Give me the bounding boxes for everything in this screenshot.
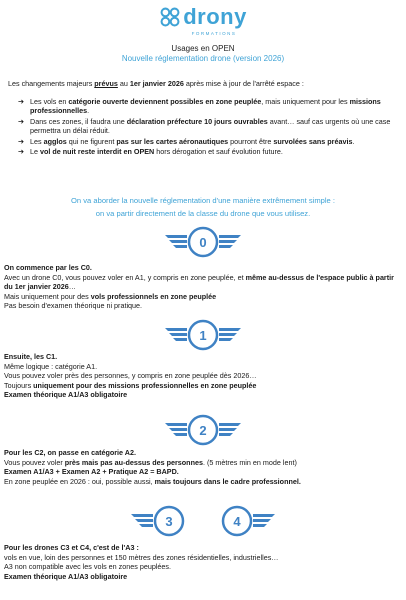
section-heading: On commence par les C0. [4,263,92,272]
approach-line: On va aborder la nouvelle réglementation d'une manière extrêmement simple : [71,196,335,205]
class-badge-c1 [163,319,243,351]
page-subtitle: Nouvelle réglementation drone (version 2026) [121,54,285,63]
intro-emphasis: prévus [94,79,118,88]
approach-intro [0,194,406,220]
section-line: Toujours uniquement pour des missions professionnelles en zone peuplée [4,380,257,390]
class-badge-c0 [163,226,243,258]
logo-text: drony [183,4,247,29]
right-wing-badge-icon [203,505,277,537]
section-line: vols en vue, loin des personnes et 150 mètres des zones résidentielles, industrielles… [4,552,279,562]
section-c3-c4 [4,543,402,581]
section-line: Vous pouvez voler près mais pas au-dessus des personnes. (5 mètres min en mode lent) [4,457,297,467]
page-title: Usages en OPEN [171,44,235,53]
list-item: ➔ Les vols en catégorie ouverte deviennent possibles en zone peuplée, mais uniquement pour les missions professionnelles. [18,97,381,116]
section-line: Examen théorique A1/A3 obligatoire [4,390,128,400]
intro-date: 1er janvier 2026 [129,79,184,88]
badge-number: 2 [199,423,207,438]
section-line: Examen A1/A3 + Examen A2 + Pratique A2 = BAPD. [4,467,179,477]
winged-badge-icon [163,226,243,258]
winged-badge-icon [163,414,243,446]
bullet-list [18,97,398,157]
section-c1 [4,352,402,400]
class-badge-c3 [129,505,203,537]
section-c2 [4,448,402,486]
drone-logo-icon [159,6,181,28]
class-badge-c4 [203,505,277,537]
section-line: En zone peuplée en 2026 : oui, possible aussi, mais toujours dans le cadre professionnel. [4,476,301,486]
section-heading: Pour les C2, on passe en catégorie A2. [4,448,136,457]
section-line: Même logique : catégorie A1. [4,361,98,371]
badge-number: 1 [199,328,207,343]
badge-number: 4 [233,514,241,529]
section-heading: Pour les drones C3 et C4, c'est de l'A3 : [4,543,139,552]
approach-line: on va partir directement de la classe du drone que vous utilisez. [95,209,311,218]
class-badge-c2 [163,414,243,446]
arrow-icon: ➔ [18,97,25,106]
intro-paragraph [8,79,400,88]
intro-text: après mise à jour de l'arrêté espace : [183,79,304,88]
arrow-icon: ➔ [18,147,25,157]
section-line: Avec un drone C0, vous pouvez voler en A1, y compris en zone peuplée, et même au-dessus de l'espace public à partir du 1er janvier 2026… [4,272,394,292]
intro-text: Les changements majeurs [8,79,95,88]
badge-number: 3 [165,514,173,529]
arrow-icon: ➔ [18,116,25,126]
section-line: Mais uniquement pour des vols professionnels en zone peuplée [4,291,217,301]
section-line: Pas besoin d'examen théorique ni pratique. [4,301,143,311]
logo [0,6,406,36]
section-c0 [4,263,402,311]
list-item: ➔ Les agglos qui ne figurent pas sur les cartes aéronautiques pourront être survolées sans préavis. [18,136,355,146]
intro-text: au [117,79,130,88]
section-line: A3 non compatible avec les vols en zones peuplées. [4,562,172,572]
list-item: ➔ Le vol de nuit reste interdit en OPEN hors dérogation et sauf évolution future. [18,147,283,157]
left-wing-badge-icon [129,505,203,537]
badge-number: 0 [199,235,207,250]
section-heading: Ensuite, les C1. [4,352,58,361]
winged-badge-icon [163,319,243,351]
logo-subtext: FORMATIONS [191,31,237,36]
list-item: ➔ Dans ces zones, il faudra une déclaration préfecture 10 jours ouvrables avant… sauf cas urgents où une case permettra un délai réduit. [18,116,391,136]
section-line: Vous pouvez voler près des personnes, y compris en zone peuplée dès 2026… [4,371,257,381]
arrow-icon: ➔ [18,136,25,146]
section-line: Examen théorique A1/A3 obligatoire [4,571,128,581]
